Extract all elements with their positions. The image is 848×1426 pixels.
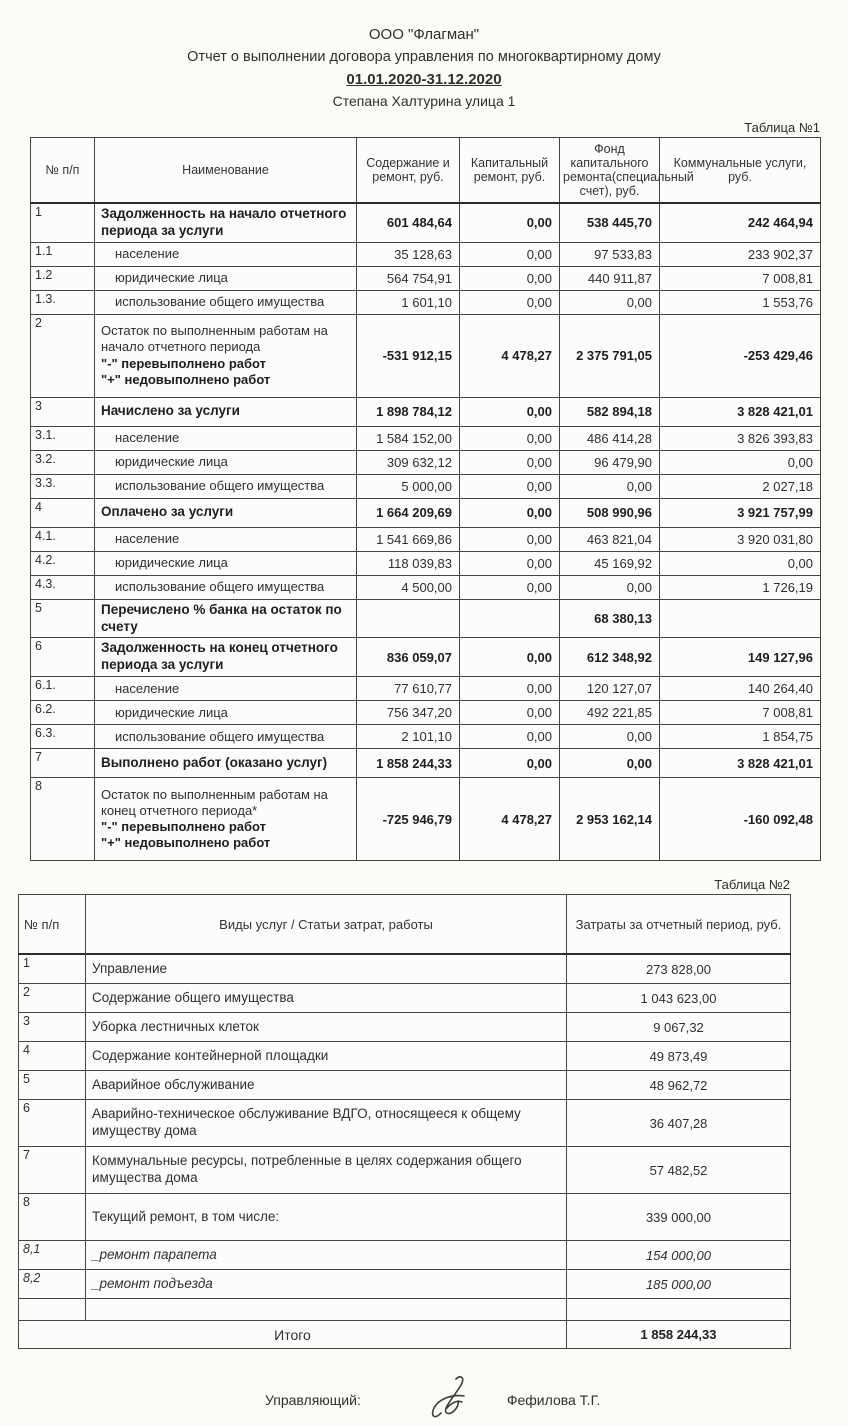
cell-value: 2 027,18 <box>660 474 821 498</box>
cell-value: 1 664 209,69 <box>357 498 460 527</box>
row-name <box>95 397 357 426</box>
cell-value: 4 478,27 <box>460 778 560 861</box>
table-total-row <box>19 1321 791 1349</box>
row-name-text: население <box>115 246 180 262</box>
cell-value: 118 039,83 <box>357 551 460 575</box>
cell-value: 1 898 784,12 <box>357 397 460 426</box>
table-row <box>31 725 821 749</box>
table-row <box>19 1100 791 1147</box>
row-name-text: использование общего имущества <box>115 478 325 494</box>
table-row <box>31 498 821 527</box>
row-name: Уборка лестничных клеток <box>86 1013 567 1042</box>
row-number: 6 <box>31 638 95 677</box>
cell-value: 185 000,00 <box>567 1270 791 1299</box>
row-name-text: население <box>115 531 180 547</box>
cell-value: 612 348,92 <box>560 638 660 677</box>
cell-value: 1 858 244,33 <box>357 749 460 778</box>
table-row <box>31 677 821 701</box>
table-row <box>31 450 821 474</box>
row-number: 6.3. <box>31 725 95 749</box>
row-name-text: юридические лица <box>115 555 228 571</box>
cell-value: 339 000,00 <box>567 1194 791 1241</box>
table-row <box>31 575 821 599</box>
cell-value: 242 464,94 <box>660 203 821 242</box>
cell-value: 508 990,96 <box>560 498 660 527</box>
row-note: "-" перевыполнено работ <box>101 355 267 371</box>
total-label: Итого <box>19 1321 567 1349</box>
cell-value: 96 479,90 <box>560 450 660 474</box>
cell-value: -531 912,15 <box>357 314 460 397</box>
cell-value: 0,00 <box>560 290 660 314</box>
cell-value: 582 894,18 <box>560 397 660 426</box>
manager-name: Фефилова Т.Г. <box>506 1391 601 1408</box>
table-row <box>19 1194 791 1241</box>
table-row <box>31 778 821 861</box>
cell-value: 1 553,76 <box>660 290 821 314</box>
row-name-text: Задолженность на начало отчетного периода за услуги <box>101 205 347 238</box>
row-name-text: Перечислено % банка на остаток по счету <box>101 601 342 634</box>
row-name <box>95 701 357 725</box>
cell-value: 5 000,00 <box>357 474 460 498</box>
signature-block <box>265 1373 848 1426</box>
table1-section <box>30 120 820 861</box>
cell-value: 4 500,00 <box>357 575 460 599</box>
row-name-text: использование общего имущества <box>115 294 325 310</box>
cell-value: 0,00 <box>460 450 560 474</box>
table-row <box>31 426 821 450</box>
row-name: Аварийное обслуживание <box>86 1071 567 1100</box>
row-name-text: Начислено за услуги <box>101 403 240 419</box>
table2-caption: Таблица №2 <box>714 877 790 893</box>
cell-value: 836 059,07 <box>357 638 460 677</box>
cell-value: 154 000,00 <box>567 1241 791 1270</box>
cell-value: 0,00 <box>460 266 560 290</box>
table2-body <box>19 954 791 1321</box>
row-number: 7 <box>31 749 95 778</box>
cell-value: 0,00 <box>460 551 560 575</box>
table2-header-row <box>19 895 791 955</box>
cell-value: 1 043 623,00 <box>567 984 791 1013</box>
cell-value: 0,00 <box>560 749 660 778</box>
cell-value: 36 407,28 <box>567 1100 791 1147</box>
row-number: 8 <box>31 778 95 861</box>
cell-value: 0,00 <box>560 725 660 749</box>
row-name: Аварийно-техническое обслуживание ВДГО, относящееся к общему имуществу дома <box>86 1100 567 1147</box>
row-number: 6 <box>19 1100 86 1147</box>
row-note: "-" перевыполнено работ <box>101 819 267 835</box>
cell-value: 140 264,40 <box>660 677 821 701</box>
row-name-text: Задолженность на конец отчетного периода за услуги <box>101 640 338 673</box>
cell-value: 756 347,20 <box>357 701 460 725</box>
table-row <box>19 1042 791 1071</box>
cell-value: 1 541 669,86 <box>357 527 460 551</box>
cell-value: 564 754,91 <box>357 266 460 290</box>
table1-header-row <box>31 137 821 203</box>
row-name-text: Остаток по выполненным работам на начало отчетного периода <box>101 323 328 355</box>
cell-value: 0,00 <box>660 450 821 474</box>
cell-value: 3 920 031,80 <box>660 527 821 551</box>
row-name <box>95 677 357 701</box>
cell-value: 1 601,10 <box>357 290 460 314</box>
signature-icon <box>423 1373 481 1426</box>
cell-value: 1 584 152,00 <box>357 426 460 450</box>
report-address: Степана Халтурина улица 1 <box>332 93 516 110</box>
table-row <box>31 638 821 677</box>
cell-value: 0,00 <box>460 242 560 266</box>
cell-value: 0,00 <box>560 575 660 599</box>
column-header-capital: Капитальный ремонт, руб. <box>460 137 560 203</box>
row-name-text: Выполнено работ (оказано услуг) <box>101 754 328 770</box>
row-name <box>95 203 357 242</box>
total-value: 1 858 244,33 <box>567 1321 791 1349</box>
cell-value: 440 911,87 <box>560 266 660 290</box>
row-number: 5 <box>31 599 95 638</box>
cell-value <box>460 599 560 638</box>
row-number: 3 <box>31 397 95 426</box>
table-row <box>19 1071 791 1100</box>
table-row <box>31 599 821 638</box>
row-name-text: использование общего имущества <box>115 579 325 595</box>
row-number: 3.1. <box>31 426 95 450</box>
cell-value: 45 169,92 <box>560 551 660 575</box>
cell-value: -160 092,48 <box>660 778 821 861</box>
row-number: 5 <box>19 1071 86 1100</box>
cell-value: 0,00 <box>460 575 560 599</box>
cell-value: 9 067,32 <box>567 1013 791 1042</box>
cell-value: 1 854,75 <box>660 725 821 749</box>
column-header-costs: Затраты за отчетный период, руб. <box>567 895 791 955</box>
table1-caption: Таблица №1 <box>744 119 820 135</box>
column-header-fund: Фонд капитального ремонта(специальный счет), руб. <box>560 137 660 203</box>
cell-value: 48 962,72 <box>567 1071 791 1100</box>
cell-value: 2 953 162,14 <box>560 778 660 861</box>
row-number: 4.1. <box>31 527 95 551</box>
row-number: 8 <box>19 1194 86 1241</box>
row-name <box>95 778 357 861</box>
cell-value: 0,00 <box>460 203 560 242</box>
cell-value <box>567 1299 791 1321</box>
table1 <box>30 137 821 861</box>
cell-value: -253 429,46 <box>660 314 821 397</box>
row-name: Содержание общего имущества <box>86 984 567 1013</box>
table-row <box>31 266 821 290</box>
cell-value: 120 127,07 <box>560 677 660 701</box>
row-number: 4.2. <box>31 551 95 575</box>
row-number: 4.3. <box>31 575 95 599</box>
cell-value: 0,00 <box>460 701 560 725</box>
row-number: 2 <box>19 984 86 1013</box>
row-number: 1 <box>19 954 86 984</box>
cell-value: 7 008,81 <box>660 701 821 725</box>
row-number: 1.1 <box>31 242 95 266</box>
cell-value: 0,00 <box>460 498 560 527</box>
table2 <box>18 894 791 1349</box>
cell-value: 2 375 791,05 <box>560 314 660 397</box>
table-row <box>19 1241 791 1270</box>
table-row <box>31 203 821 242</box>
row-name-text: Оплачено за услуги <box>101 504 234 520</box>
cell-value: 1 726,19 <box>660 575 821 599</box>
row-name <box>95 474 357 498</box>
cell-value: 97 533,83 <box>560 242 660 266</box>
row-name <box>95 638 357 677</box>
row-name <box>95 290 357 314</box>
cell-value: 3 828 421,01 <box>660 397 821 426</box>
column-header-maintenance: Содержание и ремонт, руб. <box>357 137 460 203</box>
cell-value: 3 826 393,83 <box>660 426 821 450</box>
row-note: "+" недовыполнено работ <box>101 835 271 851</box>
row-number: 3.2. <box>31 450 95 474</box>
report-header <box>0 24 848 112</box>
row-number: 6.2. <box>31 701 95 725</box>
cell-value: 0,00 <box>460 527 560 551</box>
cell-value: 3 828 421,01 <box>660 749 821 778</box>
table-row <box>31 242 821 266</box>
table-row <box>19 1147 791 1194</box>
cell-value: 0,00 <box>460 426 560 450</box>
table-row <box>19 1013 791 1042</box>
row-note: "+" недовыполнено работ <box>101 371 271 387</box>
row-name <box>95 314 357 397</box>
cell-value: 7 008,81 <box>660 266 821 290</box>
row-name <box>95 749 357 778</box>
report-title: Отчет о выполнении договора управления по многоквартирному дому <box>187 49 661 65</box>
cell-value: 3 921 757,99 <box>660 498 821 527</box>
row-name <box>95 498 357 527</box>
cell-value: 49 873,49 <box>567 1042 791 1071</box>
row-name: Текущий ремонт, в том числе: <box>86 1194 567 1241</box>
table-row <box>19 984 791 1013</box>
cell-value: 463 821,04 <box>560 527 660 551</box>
cell-value: 0,00 <box>660 551 821 575</box>
cell-value: 4 478,27 <box>460 314 560 397</box>
cell-value: 538 445,70 <box>560 203 660 242</box>
table-row <box>19 1299 791 1321</box>
table-row <box>19 954 791 984</box>
row-number: 7 <box>19 1147 86 1194</box>
row-name-text: юридические лица <box>115 454 228 470</box>
row-name: Содержание контейнерной площадки <box>86 1042 567 1071</box>
row-name <box>95 242 357 266</box>
row-number <box>19 1299 86 1321</box>
table1-body <box>31 203 821 861</box>
row-number: 8,1 <box>19 1241 86 1270</box>
row-number: 3 <box>19 1013 86 1042</box>
report-period: 01.01.2020-31.12.2020 <box>346 71 502 89</box>
row-number: 1.3. <box>31 290 95 314</box>
cell-value: 68 380,13 <box>560 599 660 638</box>
cell-value <box>660 599 821 638</box>
row-name <box>95 450 357 474</box>
column-header-num: № п/п <box>19 895 86 955</box>
column-header-utilities: Коммунальные услуги, руб. <box>660 137 821 203</box>
cell-value <box>357 599 460 638</box>
column-header-num: № п/п <box>31 137 95 203</box>
cell-value: 35 128,63 <box>357 242 460 266</box>
row-number: 2 <box>31 314 95 397</box>
row-name: Управление <box>86 954 567 984</box>
cell-value: 486 414,28 <box>560 426 660 450</box>
row-name-text: юридические лица <box>115 704 228 720</box>
cell-value: 77 610,77 <box>357 677 460 701</box>
table-row <box>31 290 821 314</box>
cell-value: 492 221,85 <box>560 701 660 725</box>
manager-label: Управляющий: <box>265 1391 361 1408</box>
row-name-text: население <box>115 680 180 696</box>
table-row <box>31 551 821 575</box>
cell-value: 233 902,37 <box>660 242 821 266</box>
column-header-name: Наименование <box>95 137 357 203</box>
row-name <box>95 426 357 450</box>
row-name <box>95 527 357 551</box>
cell-value: 2 101,10 <box>357 725 460 749</box>
table-row <box>19 1270 791 1299</box>
cell-value: 0,00 <box>460 725 560 749</box>
row-name <box>95 551 357 575</box>
cell-value: 0,00 <box>460 677 560 701</box>
cell-value: 0,00 <box>560 474 660 498</box>
row-name <box>86 1299 567 1321</box>
row-name: _ремонт подъезда <box>86 1270 567 1299</box>
table-row <box>31 527 821 551</box>
row-number: 8,2 <box>19 1270 86 1299</box>
table-row <box>31 314 821 397</box>
row-number: 1.2 <box>31 266 95 290</box>
cell-value: 273 828,00 <box>567 954 791 984</box>
table2-section <box>18 877 790 1349</box>
cell-value: 0,00 <box>460 749 560 778</box>
table-row <box>31 749 821 778</box>
row-name-text: Остаток по выполненным работам на конец отчетного периода* <box>101 786 328 818</box>
cell-value: 0,00 <box>460 397 560 426</box>
cell-value: 0,00 <box>460 638 560 677</box>
org-name: ООО "Флагман" <box>368 26 480 43</box>
row-number: 1 <box>31 203 95 242</box>
cell-value: 601 484,64 <box>357 203 460 242</box>
cell-value: 0,00 <box>460 290 560 314</box>
row-name <box>95 575 357 599</box>
table-row <box>31 474 821 498</box>
row-name: _ремонт парапета <box>86 1241 567 1270</box>
cell-value: -725 946,79 <box>357 778 460 861</box>
column-header-service: Виды услуг / Статьи затрат, работы <box>86 895 567 955</box>
row-number: 3.3. <box>31 474 95 498</box>
row-name-text: использование общего имущества <box>115 728 325 744</box>
row-number: 6.1. <box>31 677 95 701</box>
cell-value: 309 632,12 <box>357 450 460 474</box>
row-name: Коммунальные ресурсы, потребленные в целях содержания общего имущества дома <box>86 1147 567 1194</box>
row-name <box>95 266 357 290</box>
row-number: 4 <box>31 498 95 527</box>
row-number: 4 <box>19 1042 86 1071</box>
row-name <box>95 725 357 749</box>
row-name-text: население <box>115 430 180 446</box>
row-name-text: юридические лица <box>115 270 228 286</box>
table-row <box>31 397 821 426</box>
cell-value: 57 482,52 <box>567 1147 791 1194</box>
table-row <box>31 701 821 725</box>
row-name <box>95 599 357 638</box>
cell-value: 0,00 <box>460 474 560 498</box>
cell-value: 149 127,96 <box>660 638 821 677</box>
